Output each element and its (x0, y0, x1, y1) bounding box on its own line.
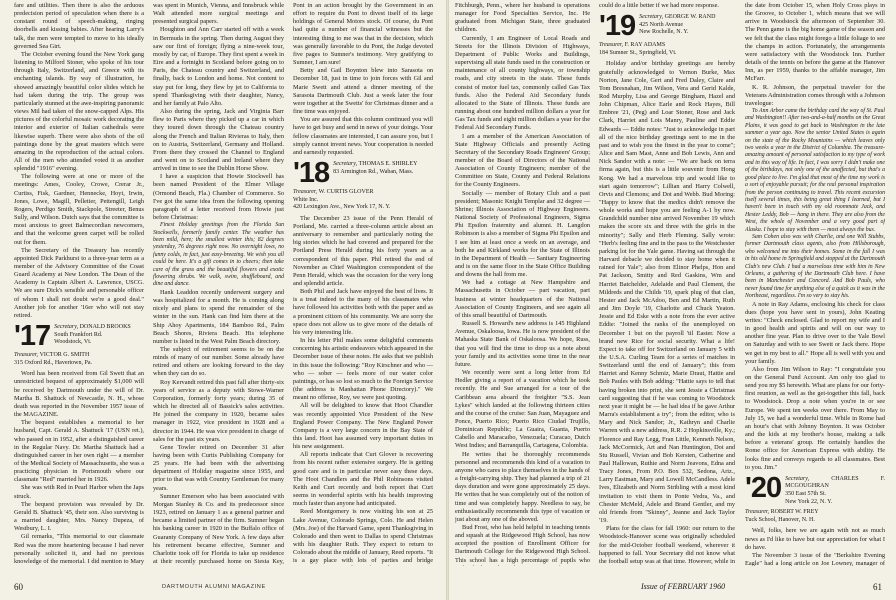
treasurer-info (745, 509, 885, 524)
paragraph: Both Phil and Jack have enjoyed the best of lives. It is a treat indeed to the many of his classmates who have followed his activities both with the paper and as a prominent citizen of his community. We are sorry the space does not allow us to give more of the details of his very interesting life. (293, 288, 433, 336)
secretary-label: Secretary, (785, 475, 810, 482)
right-column-3 (745, 2, 885, 566)
paragraph: Reed Montgomery is now visiting his son at 25 Lake Avenue, Colorado Springs, Colo. He and Helen (Mrs. Joe) of the Harvard Game, spent Thanksgiving in Colorado and then went to Dallas to spend Christmas with his daughter Ruth. They expect to return to Colorado about the middle of January, Reed reports. "It is a gay place with lots of parties and bridge (293, 508, 433, 565)
paragraph: Betty and Gail Boynton blew into Sarasota on December 18, just in time to join forces with Gil and Marie Swett and attend a dinner meeting of the Sarasota Dartmouth Club. Just a week later the four were together at the Swetts' for Christmas dinner and a fine time was enjoyed. (293, 67, 433, 116)
secretary-address: 425 North Avenue (639, 21, 684, 28)
paragraph: K. R. Johnson, the perpetual traveler for the Veterans Administration comes through with a Johnson travelogue: (745, 83, 885, 107)
treasurer-label: Treasurer, (599, 42, 624, 49)
paragraph: fare and utilities. Then there is also the arduous predecision period of speculation when there is a constant round of speech-making, ringing doorbells and kissing babies. After hearing Larry's talk, the men were tempted to move to his ideally governed Sea Girt. (14, 2, 144, 50)
paragraph: Bud Frost, who has held helpful in teaching tennis and squash at the Ridgewood High School, has now accepted the position of Enrollment Officer for Dartmouth College for the Ridgewood High School. This school has a high percentage of pupils who (455, 524, 590, 564)
paragraph: The December 23 issue of the Penn Herald of Portland, Me. carried a three-column article about an anniversary to remember and particularly noting the big stories which he had covered and prepared for the Portland Press Herald during his forty years as a correspondent of this paper. Phil retired the end of November as Chief Washington correspondent of the Penn Herald, which was the occasion for the very long and splendid article. (293, 214, 433, 287)
left-column-2 (153, 2, 284, 566)
treasurer-label: Treasurer, (745, 509, 770, 516)
secretary-address: New Rochelle, N. Y. (639, 29, 689, 36)
treasurer-address: 420 Lexington Ave., New York 17, N. Y. (293, 204, 391, 211)
left-column-3 (293, 2, 433, 566)
treasurer-name: F. RAY ADAMS (624, 42, 666, 49)
paragraph: Gene Towler retired on December 31 after having been with Curtis Publishing Company for 25 years. He had been with the advertising department of Holiday magazine since 1955, and prior to that was with Country Gentleman for many years. (153, 443, 284, 492)
treasurer-name: VICTOR G. SMITH (39, 352, 90, 359)
paragraph: Word has been received from Gil Swett that an unrestricted bequest of approximately $1,000 will be received by Dartmouth under the will of Dr. Martha B. Shattuck of Newcastle, N. H., whose death was reported in the November 1957 issue of the MAGAZINE. (14, 370, 144, 419)
paragraph: Socially — member of Rotary Club and a past president; Masonic Knight Templar and 32 degree — Shrine; Illinois Association of Highway Engineers. National Society of Professional Engineers, Sigma Phi Epsilon fraternity and alumni. H. Langdon Robinson is also a member of Sigma Phi Epsilon and I see him at least once a week on an average, and both he and Kirkland works for the State of Illinois in the Department of Health — Sanitary Engineering and is on the same floor in the State Office Building and downs the hall from me. (455, 189, 590, 279)
paragraph: Also during the spring, Jack and Virginia Barr flew to Paris where they picked up a car in which they toured down through the Chateau country along the French and Italian Rivieras to Italy, then on to Austria, Switzerland, Germany and Holland. From there they crossed the Channel to England and went on to Scotland and Ireland where they arrived in time to see the Dublin Horse Show. (153, 108, 284, 173)
class-year: '17 (14, 320, 51, 353)
paragraph: We recently were sent a long letter from Ed Hedler giving a report of a vacation which he took recently. He and Sue arranged for a tour of the Caribbean area aboard the freighter "S.S. Jean Lykes" which landed at the following thirteen cities and the course of the cruise: San Juan, Mayaguez and Ponce, Puerto Rico; Puerto Rico Ciudad Trujillo, Dominican Republic; La Guaira, Guanta, Puerto Cabello and Maracaibo, Venezuela; Curacao, Dutch West Indies; and Barranquilla, Cartagena, Colombia. (455, 369, 590, 450)
paragraph: The following were at one or more of the meetings: Ames, Cooley, Crowe, Crerar Jr., Curtiss, Fisk, Gardner, Hennecke, Hoyt, Irwin, Jones, Lowe, Magill, Pelletier, Pettengill, Leigh Rogers, Perdigo Smith, Stackpole, Streeter, Benus Sully, and Wilson. Dutch says that the committee is most anxious to greet Balmecordian newcomers, and that the welcome green carpet will be rolled out for them. (14, 173, 144, 246)
quoted-letter: To Ann Arbor came the birthday card the way of St. Paul and Washington!! After two-and-a-half months on the Great Plains, it was good to get back to Washington in the late summer a year ago. Now the senior United States is again on the state of the Rocky Mountains — which leaves only two weeks a year in the District of Columbia. The treasure-amazing amount of personal satisfaction to my type of work and in this way of life. In fact, I was sorry I didn't make one of the birthdays, not only one of the unaffected, but that's a good place to live. I'm glad that most of the time my work is a sort of enjoyable pursuit; for the real personal inspiration from the person continuing to travel. This recent excursion itself several times, this being great thing I learned, but I haven't been in touch with my old roommate Jack, and Hester Leddy, Bob — hang in there. They are also from the West, the whole of November and a very good part of Alaska. I hope to stay with them — most always the bus. (745, 108, 885, 233)
quoted-letter: Finest Holiday greetings from the Florida Sun Stockwells, formerly family center. The weather has been mild, here; the smallest winter this; 82 degrees yesterday, 76 degrees right now. No overnight lows, no funny colds, in fact, just easy-breezing. We wish you all could be here. It's a gift comes in to cheers; then take care of the grass and the beautiful flowers and exotic flowering shrubs. We walk, swim, shuffleboard, and dine and dance. (153, 222, 284, 288)
paragraph: I have a suspicion that Howie Stockwell has been named President of the Elmer Village (Ormond Beach, Fla.) Chamber of Commerce. So I've got the same idea from the following opening paragraph of a letter received from Howie just before Christmas: (153, 173, 284, 222)
paragraph: Houghton and Ann Carr started off with a week in Bermuda in the spring. Then during August they saw our first of foreign; flying a nine-week tour, mostly by car, of Europe. They first spent a week in Eire and a fortnight in Scotland before going on to Paris, the Chateau country and Switzerland, and finally, back to London and home. Not content to stay put for long, they flew by jet to California to spend Thanksgiving with their daughter, Nancy, and her family at Palo Alto. (153, 26, 284, 107)
paragraph: The November 3 issue of the "Berkshire Evening Eagle" had a long article on Joe Lowney, manager of (745, 551, 885, 566)
paragraph: The bequest establishes a memorial to her husband, Capt. Gerald A. Shattuck '17 (USN ret.), who passed on in 1952, after a distinguished career in the Regular Navy. Dr. Martha Shattuck had a distinguished career in her own right — a member of the Medical Society of Massachusetts, she was a practicing physician in Portsmouth where our classmate "Red" married her in 1926. (14, 419, 144, 484)
paragraph: In his letter Phil makes some delightful comments concerning his artistic endeavors which appeared in the December issue of these notes. He asks that we publish in this issue the following: "Roy Kirschner and who — who — sober — feels more of our water color paintings, or has so lost so much to the Foreign Service (the address is Manhattan Phone Directory)." We meant no offense, Roy, we were just quoting. (293, 337, 433, 402)
secretary-name: CHARLES F. MCGOUGHRAN (785, 475, 885, 490)
paragraph: A note in Ray Adams, enclosing his check for class dues (hope you have sent in yours), John Keating writes: "Check enclosed. Glad to report my wife and I in good health and spirits and will on our way to another fine year. Plan to drive over to the Yale Bowl on Saturday and with to see Swett or Jack there. Hope we get in my best to all." Hope all is well with you and your family. (745, 300, 885, 365)
quoted-letter: Sam Cohen also was with Charlie, and one Will Stubbs, former Dartmouth class agents, also from Hillsborough, who welcomed me into their homes. Some in the fall I was in his old home in Springfield and stopped at the Dartmouth Club's new Club. I had a marvelous time with him in New Orleans, a gathering of the Dartmouth Club here. I have been in Manchester and Concord. And Bob Pauls, who never found time for anything else of a quick as it was in the Northeast, regardless. I'm so very to stay his. (745, 233, 885, 300)
class-heading-18 (293, 156, 433, 189)
paragraph: Russell S. Howard's new address is 145 Highland Avenue, Oskaloosa, Iowa. He is now president of the Mahaska State Bank of Oskaloosa. We hope, Russ, that you will find the time to drop us a note about your family and its activities some time in the near future. (455, 320, 590, 368)
right-column-2 (599, 2, 735, 566)
secretary-address: New York 22, N. Y. (785, 498, 833, 505)
paragraph: Sumner Emerson who has been associated with Morgan Stanley & Co. and its predecessor since 1923, retired on January 1 as a general partner and became a limited partner of the firm. Sumner began his banking career in 1920 in the Buffalo office of Guaranty Company of New York. A few days after his retirement became effective, Sumner and Charlotte took off for Florida to take up residence at their recently purchased home on Siesta Key, (153, 492, 284, 566)
paragraph: You are assured that this column continued you will have to get busy and send in news of your doings. Your fellow classmates are interested, I can assure you, but I simply cannot invent news. Your cooperation is needed and earnestly requested. (293, 116, 433, 156)
secretary-label: Secretary, (54, 324, 79, 331)
paragraph: was spent in Munich, Vienna, and Innsbruck while Walt attended more surgical meetings and presented surgical papers. (153, 2, 284, 26)
secretary-name: GEORGE W. RAND (664, 14, 716, 21)
secretary-label: Secretary, (333, 160, 358, 167)
secretary-info (333, 160, 417, 176)
treasurer-label: Treasurer, (14, 352, 39, 359)
paragraph: Also from Jim Wilson to Ray: "I congratulate you on the General Fund Account. Am only too glad to send you my $5 herewith. What are plans for our forty-first reunion, as well as the get-together this fall, back to Woodstock. Drop a note when you're in or see Europe. We spent ten weeks over there. From May to July 15, we had a wonderful time. While in Rome had an hour's chat with Johnny Boynton. It was October and the kids at my brother's house, making a talk before a veterans' group. He certainly handles the Rome office for American Express with ability. He looks fine and conveys regards to all classmates. Best to you. Jim." (745, 365, 885, 471)
running-head: DARTMOUTH ALUMNI MAGAZINE (162, 584, 266, 590)
page-number-right: 61 (873, 582, 882, 592)
class-year: '19 (599, 10, 636, 43)
treasurer-address: 184 Sumner St., Springfield, Vt. (599, 49, 677, 56)
class-heading-17 (14, 320, 144, 353)
class-year: '20 (745, 471, 782, 504)
class-heading-19 (599, 10, 735, 43)
paragraph: He writes that he thoroughly recommends personnel and recommends this kind of a vacation to anyone who cares to place themselves in the hands of a freight-carrying ship. They had planned a trip of 21 days duration and were gone approximately 25 days. He writes that he was completely out of the notion of time and was completely happy. Needless to say, he enthusiastically recommends this type of vacation or just about any one of the aboved. (455, 450, 590, 523)
paragraph: Gil remarks, "This memorial to our classmate Red was the more heartening because I had never personally solicited it, and had no previous knowledge of the memorial. I did mention to Mary (14, 533, 144, 565)
paragraph: The bequest provision was revealed by Dr. Gerald B. Shattuck '45, their son. Also surviving is a married daughter, Mrs. Nancy Dupeza, of Westbury, L. I. (14, 500, 144, 533)
page-number-left: 60 (14, 582, 23, 592)
treasurer-label: Treasurer, (293, 188, 318, 195)
secretary-info (639, 13, 715, 37)
paragraph: could do a little better if we had more response. (599, 2, 719, 9)
left-column-1 (14, 2, 144, 566)
paragraph: Pont in an action brought by the Government in an effort to require du Pont to divest itself of its large holdings of General Motors stock. Of course, du Pont had quite a number of financial witnesses but the interesting thing to me was that in the decision, which was generally favorable to du Pont, the Judge devoted five pages to Sumner's testimony. Very gratifying to Sumner, I am sure! (293, 2, 433, 67)
right-column-1 (455, 2, 590, 566)
paragraph: Holiday and/or birthday greetings are hereby gratefully acknowledged to Vernon Burke, Max Norton, Jane Cole, Gert and Fred Daley, Claire and Tom Bresnahan, Jim Wilson, Vera and Gerid Kalde, Rod Murphy, Lisa and George Bingham, Hazel and John Chipman, Alice Earle and Rock Hayes, Bill Embree '21, (Peg) and Loar Stoner, Rose and Jack Clark, Harriet and Lois Manry, Pauline and Eddie Edwards — Eddie notes: "Just to acknowledge in part all of the nice birthday greetings sent to me in the past and to wish you the finest in the year to come"; Alice and Sam Mast, Anne and Bob Lewis, Ann and Nick Sandor with a note: — "We are back on terra firma again, but this is a little souvenir from Hong Kong. We had a marvelous trip and would like to start again tomorrow"; Lillian and Harry Colwell, Orvis and Clemons; and Dot and Webb. Bud Moring: "Happy to know that the medics didn't remove the whole works and hope you are feeling A-1 by now. Grandchild number nine arrived November 19 which makes the score six and three with the girls in the minority"; Sally and Herb Fleming. Sally wrote: "Herb's feeling fine and in the pass to the Westchester parking lot for the Yale game. Having sat through the Harvard debacle we decided to stay home when it rained for Yale"; also from Elinor Phelps, Hon and Pat Jackson, Smitty and Red Gaskins, Wm and Harriet Batchelder, Adelaide and Paul Clement, the Mildreds and the Childs '19, spark plug of that clan, Hester and Jack McAdoo, Ben and Ed Martin, Ruth and Jim Doyle '19, Charlotte and Chuck Yeaton. Jessie and Ed Eske with a note from the ever active Eddie: "Joined the ranks of the unemployed on December 1 but on the payroll 'til Easter. Now a brand new Rice for social security. What a life! Expect to take off for Switzerland on January 5 with the U.S.A. Curling Team for a series of matches in Switzerland until the end of January"; this from Harriet and Kenny Schmiz, Marie Draut, Hattie and Bob Paules with Bob adding: "Hattie says to tell that having broken into print, she sent Jessie a Christmas card suggesting that if he was coming to Woodstock next year it might be — he had idea if he gave Arthur Marra's establishment a try"; from the editor, who is Mary and Nick Sandor; Jr., Kathryn and Charlie Warren with a new address, R.R. 2 Hopkinsville, Ky.; Florence and Ray Legg, Fran Little, Kenneth Nelson, Jack McCormick, Art and Nan Huntington, Dot and Stu Russell, Vivian and Bob Kersten, Catherine and Paul Hallowan, Ruthie and Norm Jeavons, Edna and Tracy Jones, From P.O. Box 532, Sedona, Ariz., Larry Eastman, Mary and Lowell McCandless. Adele Ives, Elizabeth and Norm Stribling with a most kind invitation to visit them in Ponte Vedra, Va., and Chester McMeld, Adele and Brand Gentler, and my old friends from "Skinny", Jeanne and Jack Taylor '19. (599, 60, 735, 525)
secretary-name: DONALD BROOKS (79, 324, 131, 331)
left-page (0, 0, 446, 600)
paragraph: All reports indicate that Curt Glover is recovering from his recent rather extensive surgery. He is getting good care and is in particular never easy these days. The Hoot Chandlers and the Phil Robinsons visited Keith and Curt recently and both report that Curt seems in wonderful spirits with his health improving much faster than anyone had anticipated. (293, 451, 433, 508)
secretary-address: 83 Armington Rd., Waban, Mass. (333, 168, 414, 175)
class-year: '18 (293, 156, 330, 189)
paragraph: The October evening found the New York gang listening to Milford Stoner, who spoke of his tour through Italy, Switzerland, and Greece with its enchanting islands. By way of illustration, he showed amazingly beautiful color slides which he had taken during the trip. The group was particularly stunned at the awe-inspiring panoramic views Mil had taken of the snow-capped Alps. His pictures of the colorful mosaic work decorating the interior and exterior of Italian cathedrals were likewise superb. There were also shots of the oil paintings done by the great masters which were amazing in the reproduction of the actual colors. All of the men who attended voted it as another splendid "1916" evening. (14, 50, 144, 173)
paragraph: I am a member of the American Association of State Highway Officials and presently Acting Secretary of the Secondary Roads Engineers' Group; member of the Board of Directors of the National Association of County Engineers; member of the Committee on State, County and Federal Relations for the County Engineers. (455, 132, 590, 189)
paragraph: Plans for the class for fall 1960: our return to the Woodstock-Hanover scene was originally scheduled for the mid-October football weekend, wherever it happened to fall. Your Secretary did not know what the football setup was at that time. However, while in (599, 525, 735, 565)
paragraph: She was with Red in Pearl Harbor when the Japs struck. (14, 484, 144, 500)
treasurer-name: W. CURTIS GLOVER (318, 188, 374, 195)
treasurer-address: White Inc. (293, 196, 319, 203)
paragraph: All will be delighted to know that Hoot Chandler was recently appointed Vice President of the New England Power Company. The New England Power Company is a very large concern in the Bay State of this land. Hoot has assumed very important duties in his new assignment. (293, 402, 433, 451)
class-heading-20 (745, 471, 885, 506)
paragraph: The Secretary of the Treasury has recently appointed Dick Parkhurst to a three-year term as a member of the Advisory Committee of the Coast Guard Academy at New London. The Dean of the Academy is Captain Albert A. Lawrence, USCG. We are sure Dick's sensible and personable officer of whom I shall not doubt we're a good deal." Another job for another '16er who will not stay retired. (14, 246, 144, 319)
paragraph: We had a cottage at New Hampshire and Massachusetts in October — part vacation, part business at winter headquarters of the National Association of County Engineers, and see again all of this small beautiful of Dartmouth. (455, 279, 590, 319)
paragraph: The subject of retirement seems to be on the minds of many of our number. Some already have retired and others are looking forward to the day when they can do so. (153, 345, 284, 378)
treasurer-name: ROBERT W. FREY (770, 509, 819, 516)
paragraph: the date from October 15, when Holy Cross plays in the Groove, to October 1, which means that we will arrive in Woodstock the afternoon of September 30. The Penn game is the big home game of the season and we felt that the class might forego a little foliage to see the champs in action. Fortunately, the arrangements were satisfactory with the Woodstock Inn. Further details of the tennis on before the game at the Hanover Inn, as per 1959, thanks to the affable manager, Jim McFarr. (745, 2, 885, 83)
secretary-name: THOMAS E. SHIRLEY (358, 160, 418, 167)
secretary-info (54, 323, 131, 347)
treasurer-info (599, 42, 735, 57)
treasurer-address: 315 Oxford Rd., Havertown, Pa. (14, 359, 92, 366)
treasurer-info (14, 352, 144, 367)
secretary-info (785, 475, 885, 506)
secretary-address: South Frankfort Rd. (54, 331, 103, 338)
right-page (449, 0, 896, 600)
secretary-address: Woodstock, Vt. (54, 339, 92, 346)
paragraph: Roy Kervandt retired this past fall after thirty-six years of service as a deputy with Stowe-Warner Corporation, formerly forty years; during 35 of which he directed all of Bassick's sales activities. He joined the company in 1920, became sales manager in 1922, vice president in 1928 and a director in 1944. He was vice president in charge of sales for the past six years. (153, 378, 284, 443)
secretary-address: 350 East 57th St. (785, 491, 827, 498)
paragraph: Currently, I am Engineer of Local Roads and Streets for the Illinois Division of Highways, Department of Public Works and Buildings, supervising all state funds used in the construction or maintenance of all county highways, or township roads, and city streets in the state. These funds consist of motor fuel tax, commonly called Gas Tax funds. Also the Federal Aid Secondary funds allocated to the State of Illinois. These funds are running about one hundred million dollars a year for Gas Tax funds and eight million dollars a year for the Federal Aid Secondary Funds. (455, 34, 590, 132)
issue-date: Issue of FEBRUARY 1960 (641, 582, 726, 591)
paragraph: Hank Leaddon recently underwent surgery and was hospitalized for a month. He is coming along nicely and plans to spend the remainder of the winter in the sun. Hank can find him there at the Ship Ahoy Apartments, 184 Bamboo Rd., Palm Beach Shores, Riviera Beach. His telephone number is listed in the West Palm Beach directory. (153, 288, 284, 345)
treasurer-info (293, 189, 433, 212)
secretary-label: Secretary, (639, 14, 664, 21)
treasurer-address: Tuck School, Hanover, N. H. (745, 516, 815, 523)
paragraph: Fitchburgh, Penn., where her husband is operations manager for Food Specialties Service, Inc. He graduated from Michigan State, three graduated children. (455, 2, 590, 34)
paragraph: Well, folks, here we are again with not as much news as I'd like to have but our appreciation for what I do have. (745, 527, 885, 551)
